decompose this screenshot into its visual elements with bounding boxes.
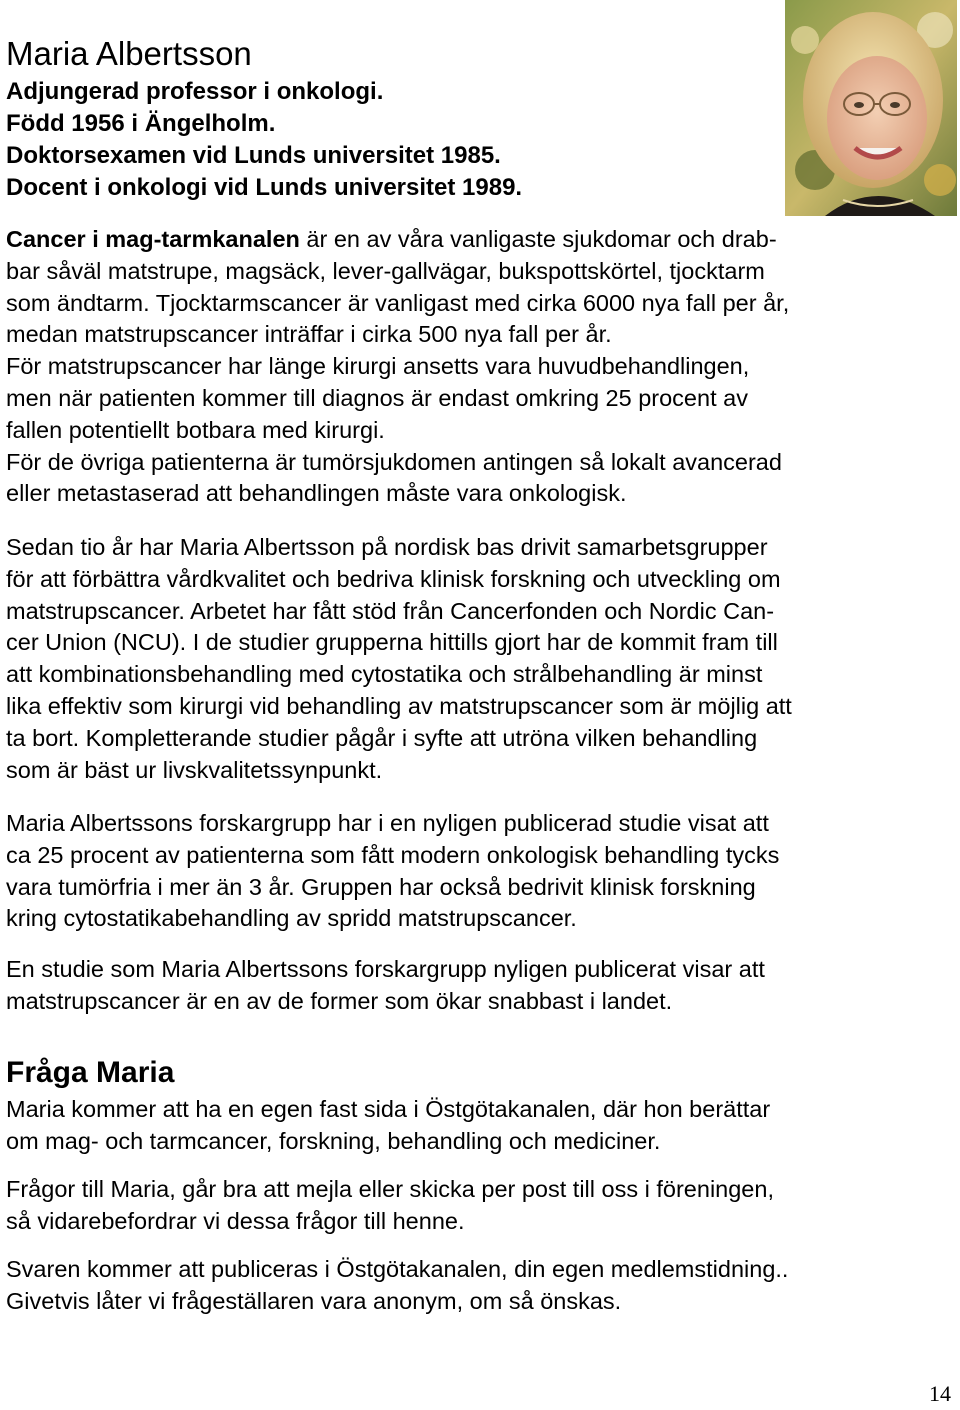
text-line: matstrupscancer. Arbetet har fått stöd från Cancerfonden och Nordic Can- bbox=[6, 597, 775, 624]
person-name: Maria Albertsson bbox=[6, 35, 252, 72]
portrait-image bbox=[785, 0, 957, 216]
text-line: Frågor till Maria, går bra att mejla eller skicka per post till oss i föreningen, bbox=[6, 1176, 774, 1202]
text-line: Maria kommer att ha en egen fast sida i Östgötakanalen, där hon berättar bbox=[6, 1096, 771, 1122]
study-paragraph bbox=[6, 808, 946, 935]
text-line: vara tumörfria i mer än 3 år. Gruppen har också bedrivit klinisk forskning bbox=[6, 873, 756, 900]
page-number: 14 bbox=[929, 1381, 951, 1406]
text-line: ta bort. Kompletterande studier pågår i syfte att utröna vilken behandling bbox=[6, 724, 758, 751]
text-line: så vidarebefordrar vi dessa frågor till henne. bbox=[6, 1207, 465, 1234]
text-line: kring cytostatikabehandling av spridd matstrupscancer. bbox=[6, 905, 577, 932]
text-line: om mag- och tarmcancer, forskning, behandling och mediciner. bbox=[6, 1127, 661, 1154]
text-line: Cancer i mag-tarmkanalen är en av våra vanligaste sjukdomar och drab- bbox=[6, 226, 777, 252]
fraga-paragraph-1 bbox=[6, 1094, 946, 1158]
portrait-photo bbox=[785, 0, 957, 216]
credentials bbox=[6, 76, 766, 204]
credential-line: Född 1956 i Ängelholm. bbox=[6, 110, 276, 137]
credential-line: Doktorsexamen vid Lunds universitet 1985. bbox=[6, 142, 501, 169]
trend-paragraph bbox=[6, 954, 946, 1018]
text-line: Maria Albertssons forskargrupp har i en nyligen publicerad studie visat att bbox=[6, 810, 769, 836]
text-line: Givetvis låter vi frågeställaren vara anonym, om så önskas. bbox=[6, 1287, 622, 1314]
text-line: matstrupscancer är en av de former som ökar snabbast i landet. bbox=[6, 987, 673, 1014]
text-line: som ändtarm. Tjocktarmscancer är vanligast med cirka 6000 nya fall per år, bbox=[6, 289, 790, 316]
fraga-paragraph-3 bbox=[6, 1254, 946, 1318]
text-line: medan matstrupscancer inträffar i cirka 500 nya fall per år. bbox=[6, 321, 612, 348]
text-line: Svaren kommer att publiceras i Östgötakanalen, din egen medlemstidning.. bbox=[6, 1256, 789, 1282]
text-line: ca 25 procent av patienterna som fått modern onkologisk behandling tycks bbox=[6, 841, 780, 868]
text-line: för att förbättra vårdkvalitet och bedriva klinisk forskning och utveckling om bbox=[6, 565, 781, 592]
text-line: cer Union (NCU). I de studier grupperna hittills gjort har de kommit fram till bbox=[6, 629, 778, 656]
text-line: som är bäst ur livskvalitetssynpunkt. bbox=[6, 756, 383, 783]
fraga-paragraph-2 bbox=[6, 1174, 946, 1238]
text-line: men när patienten kommer till diagnos är endast omkring 25 procent av bbox=[6, 384, 748, 411]
lead-phrase: Cancer i mag-tarmkanalen bbox=[6, 226, 300, 252]
text-line: För de övriga patienterna är tumörsjukdomen antingen så lokalt avancerad bbox=[6, 448, 782, 475]
text-line: eller metastaserad att behandlingen måste vara onkologisk. bbox=[6, 480, 627, 507]
credential-line: Docent i onkologi vid Lunds universitet 1989. bbox=[6, 174, 523, 201]
credential-line: Adjungerad professor i onkologi. bbox=[6, 78, 384, 105]
text-line: Sedan tio år har Maria Albertsson på nordisk bas drivit samarbetsgrupper bbox=[6, 534, 768, 560]
text-line: En studie som Maria Albertssons forskargrupp nyligen publicerat visar att bbox=[6, 956, 765, 982]
intro-paragraph bbox=[6, 224, 946, 510]
text-line: fallen potentiellt botbara med kirurgi. bbox=[6, 416, 385, 443]
text-line: lika effektiv som kirurgi vid behandling av matstrupscancer som är möjlig att bbox=[6, 692, 792, 719]
text-line: För matstrupscancer har länge kirurgi ansetts vara huvudbehandlingen, bbox=[6, 353, 750, 380]
research-paragraph bbox=[6, 532, 946, 786]
section-heading: Fråga Maria bbox=[6, 1056, 175, 1089]
text-line: att kombinationsbehandling med cytostatika och strålbehandling är minst bbox=[6, 661, 763, 688]
text-line: bar såväl matstrupe, magsäck, lever-gallvägar, bukspottskörtel, tjocktarm bbox=[6, 257, 765, 284]
